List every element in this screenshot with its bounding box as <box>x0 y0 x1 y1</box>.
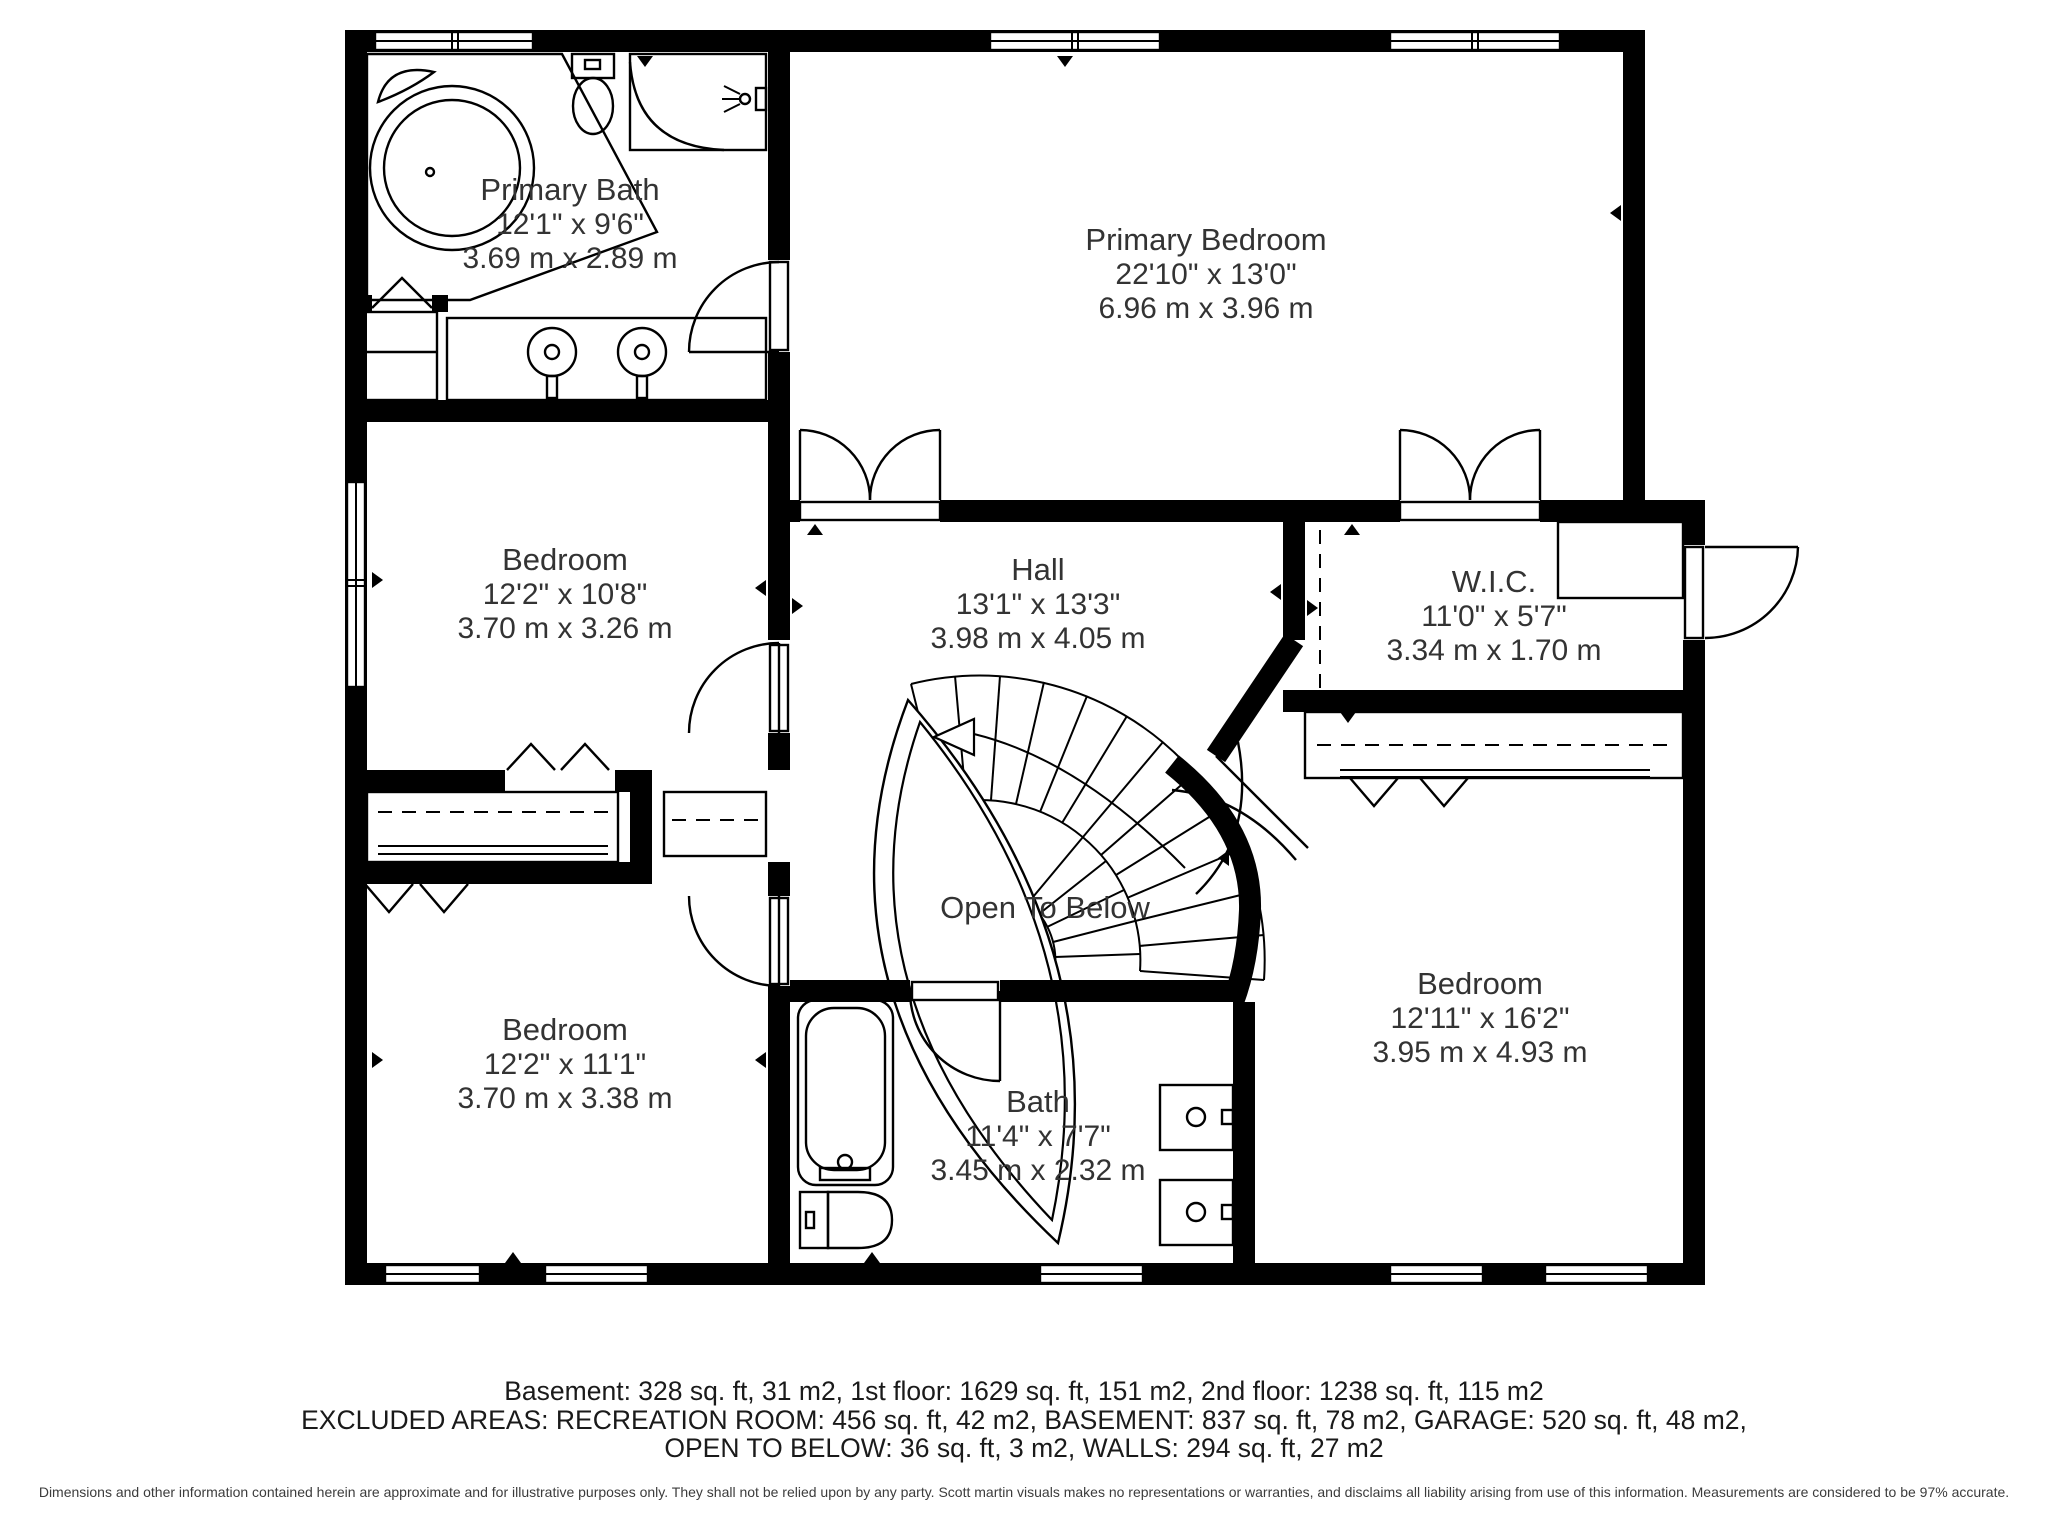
wall-wic-west <box>1283 522 1305 640</box>
dim-hall-imperial: 13'1" x 13'3" <box>955 588 1121 621</box>
label-bedroom3: Bedroom <box>502 1012 628 1047</box>
wall-vestibule-west <box>630 770 652 884</box>
footer-areas-line2: EXCLUDED AREAS: RECREATION ROOM: 456 sq. ft, 42 m2, BASEMENT: 837 sq. ft, 78 m2, GARAGE: 520 sq. ft, 48 m2, <box>301 1405 1747 1435</box>
dim-bedroom3-imperial: 12'2" x 11'1" <box>483 1048 647 1081</box>
dim-wic-imperial: 11'0" x 5'7" <box>1421 600 1567 633</box>
wall-exterior-right-upper <box>1623 30 1645 522</box>
door-exterior-right <box>1705 547 1798 638</box>
window-bedroom4-bottom-1 <box>1390 1265 1483 1283</box>
shower <box>630 54 766 150</box>
closet-vestibule <box>664 792 766 856</box>
window-bedroom1-top-2 <box>1390 32 1560 50</box>
wall-bedroom2-east-lower <box>768 733 790 770</box>
dim-bedroom2-metric: 3.70 m x 3.26 m <box>457 612 673 645</box>
wall-wic-south <box>1283 690 1683 712</box>
wall-bath-east-lower <box>768 352 790 400</box>
wall-bedroom3-east-stub <box>768 862 790 896</box>
footer-areas-line1: Basement: 328 sq. ft, 31 m2, 1st floor: 1629 sq. ft, 151 m2, 2nd floor: 1238 sq. ft, 115 m2 <box>504 1376 1544 1406</box>
window-bedroom3-bottom-2 <box>545 1265 648 1283</box>
wall-bedroom2-east-upper <box>768 422 790 640</box>
label-open-to-below: Open To Below <box>940 890 1150 925</box>
dim-primary-bedroom-imperial: 22'10" x 13'0" <box>1115 258 1297 291</box>
vanity-double-sink <box>447 318 766 400</box>
wall-bath-south <box>345 400 790 422</box>
sink-bath2-2 <box>1160 1180 1233 1245</box>
toilet-bath2 <box>800 1192 892 1248</box>
closet-band-left <box>365 744 618 912</box>
wall-bath2-east <box>1233 1002 1255 1263</box>
wall-hall-north-c <box>1540 500 1623 522</box>
wall-hall-north-b <box>940 500 1400 522</box>
wall-bedroom3-east <box>768 986 790 1263</box>
label-bedroom2: Bedroom <box>502 542 628 577</box>
footer <box>39 1376 2009 1500</box>
dim-bedroom4-imperial: 12'11" x 16'2" <box>1390 1002 1570 1035</box>
window-bath2-bottom <box>1040 1265 1143 1283</box>
wall-bath-east-upper <box>768 52 790 260</box>
wall-bath2-north-b <box>1000 980 1233 1002</box>
closet-bedroom4 <box>1305 712 1683 806</box>
dim-wic-metric: 3.34 m x 1.70 m <box>1386 634 1602 667</box>
sink-bath2-1 <box>1160 1085 1233 1150</box>
dim-bedroom3-metric: 3.70 m x 3.38 m <box>457 1082 673 1115</box>
dim-primary-bath-imperial: 12'1" x 9'6" <box>496 208 644 241</box>
wall-closet-band-north-b <box>615 770 630 792</box>
dim-bedroom2-imperial: 12'2" x 10'8" <box>482 578 648 611</box>
label-bath2: Bath <box>1006 1084 1070 1119</box>
footer-areas-line3: OPEN TO BELOW: 36 sq. ft, 3 m2, WALLS: 294 sq. ft, 27 m2 <box>664 1433 1384 1463</box>
wall-exterior-right-lower2 <box>1683 640 1705 1285</box>
double-door-wic <box>1400 430 1540 500</box>
window-bedroom1-top-1 <box>990 32 1160 50</box>
label-primary-bedroom: Primary Bedroom <box>1085 222 1327 257</box>
window-bedroom4-bottom-2 <box>1545 1265 1648 1283</box>
toilet-primary-bath <box>572 54 614 134</box>
label-primary-bath: Primary Bath <box>480 172 660 207</box>
label-hall: Hall <box>1011 552 1065 587</box>
dim-primary-bedroom-metric: 6.96 m x 3.96 m <box>1098 292 1314 325</box>
dim-primary-bath-metric: 3.69 m x 2.89 m <box>462 242 678 275</box>
dim-bath2-metric: 3.45 m x 2.32 m <box>930 1154 1146 1187</box>
dim-bedroom4-metric: 3.95 m x 4.93 m <box>1372 1036 1588 1069</box>
window-bedroom2-left <box>347 482 365 687</box>
wall-closet-band-north-a <box>345 770 505 792</box>
label-wic: W.I.C. <box>1451 564 1537 599</box>
dim-bath2-imperial: 11'4" x 7'7" <box>965 1120 1111 1153</box>
window-bedroom3-bottom-1 <box>385 1265 480 1283</box>
wall-closet-band-south <box>345 862 630 884</box>
window-bath-top <box>375 32 533 50</box>
tub-bath2 <box>798 1000 893 1185</box>
wall-hall-north-a <box>790 500 800 522</box>
door-bedroom2 <box>689 643 779 733</box>
label-bedroom4: Bedroom <box>1417 966 1543 1001</box>
wall-stair-curve <box>1172 764 1250 1002</box>
door-bedroom3 <box>689 896 779 986</box>
wall-diagonal <box>1216 640 1294 756</box>
double-door-hall-primary-bedroom <box>800 430 940 500</box>
wall-bath2-north-a <box>790 980 910 1002</box>
wall-exterior-right-lower <box>1683 500 1705 545</box>
dim-hall-metric: 3.98 m x 4.05 m <box>930 622 1146 655</box>
footer-disclaimer: Dimensions and other information contained herein are approximate and for illustrative purposes only. They shall not be relied upon by any party. Scott martin visuals makes no representations or warranties, and disclaims all liability arising from use of this information. Measurements are considered to be 97% accurate. <box>38 1484 2010 1500</box>
